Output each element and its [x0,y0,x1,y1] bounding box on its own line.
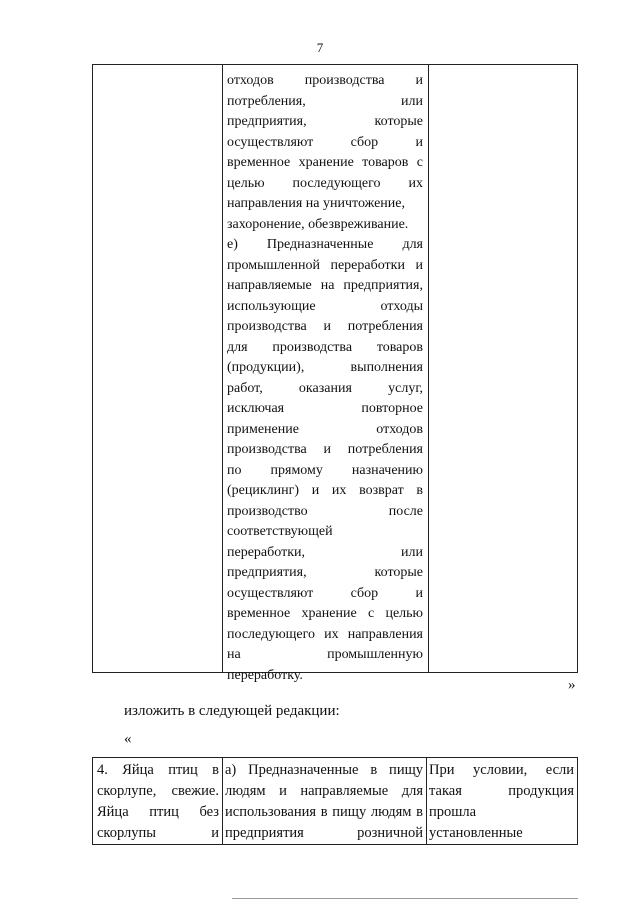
table-cell-purpose [227,71,423,686]
text-line: отходов производства и [227,73,423,88]
text-line: скорлупы и [97,825,219,841]
text-line: по прямому назначению [227,462,423,478]
table-cell-condition [429,760,574,844]
text-line: производства и потребления [227,442,423,457]
text-line: направления на уничтожение, [227,196,405,211]
text-line: захоронение, обезвреживание. [227,216,409,232]
instruction-text: изложить в следующей редакции: [124,703,340,719]
text-line: осуществляют сбор и [227,134,423,150]
text-line: а) Предназначенные в пищу [225,762,423,778]
text-line: последующего их направления [227,626,423,642]
column-divider [222,758,223,844]
text-line: соответствующей [227,524,333,539]
table-cell-purpose [225,760,423,844]
text-line: производство после [227,503,423,519]
text-line: исключая повторное [227,401,423,416]
text-line: использования в пищу людям в [225,804,423,820]
text-line: использующие отходы [227,298,423,314]
text-line: (рециклинг) и их возврат в [227,483,423,498]
table-continuation [92,64,578,683]
text-line: целью последующего их [227,175,423,191]
text-line: осуществляют сбор и [227,585,423,601]
text-line: 4. Яйца птиц в [97,762,219,778]
text-line: прошла [429,804,477,820]
text-line: промышленной переработки и [227,257,423,273]
column-divider [222,65,223,672]
text-line: е) Предназначенные для [227,237,423,252]
text-line: такая продукция [429,783,574,799]
text-line: применение отходов [227,421,423,437]
table-cell-product [97,760,219,844]
text-line: временное хранение с целью [227,606,423,621]
column-divider [428,65,429,672]
page-bottom-edge [232,898,578,899]
text-line: Яйца птиц без [97,804,219,820]
column-divider [426,758,427,844]
text-line: временное хранение товаров с [227,155,423,170]
text-line: предприятия розничной [225,825,423,841]
text-line: потребления, или [227,93,423,109]
text-line: направляемые на предприятия, [227,278,423,293]
text-line: установленные [429,825,523,841]
text-line: производства и потребления [227,319,423,334]
text-line: предприятия, которые [227,565,423,580]
table-new-edition [92,757,578,845]
text-line: на промышленную [227,647,423,662]
opening-quote: « [124,731,132,747]
text-line: переработку. [227,667,303,683]
text-line: (продукции), выполнения [227,360,423,375]
text-line: При условии, если [429,762,574,778]
text-line: людям и направляемые для [225,783,423,799]
text-line: скорлупе, свежие. [97,783,219,799]
closing-quote: » [568,677,576,693]
text-line: переработки, или [227,544,423,560]
text-line: для производства товаров [227,339,423,355]
text-line: предприятия, которые [227,114,423,129]
text-line: работ, оказания услуг, [227,380,423,396]
page-number: 7 [316,40,324,55]
